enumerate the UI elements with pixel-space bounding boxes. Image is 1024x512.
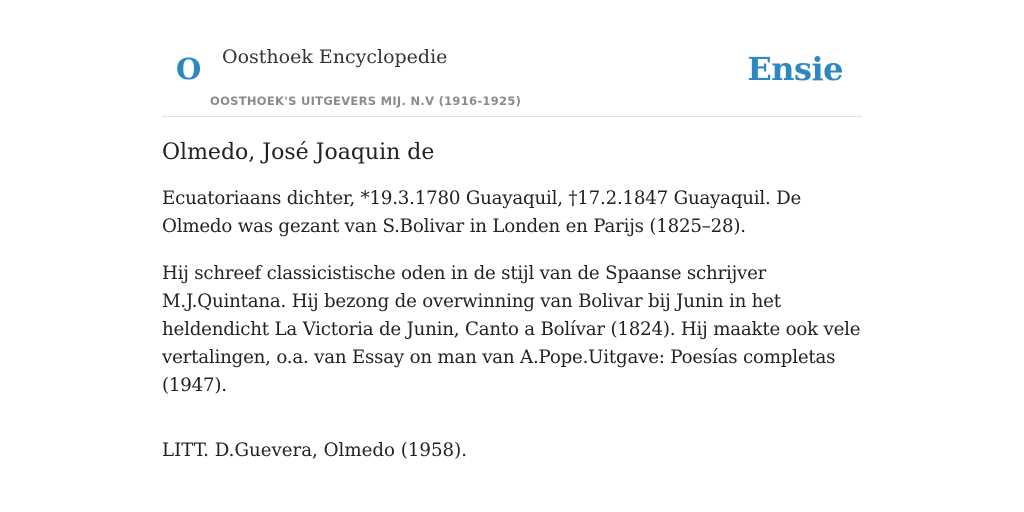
article-paragraph-1: Ecuatoriaans dichter, *19.3.1780 Guayaquil, †17.2.1847 Guayaquil. De Olmedo was gezant van S.Bolivar in Londen en Parijs (1825–28). bbox=[162, 188, 802, 237]
source-header bbox=[162, 38, 862, 117]
article-title: Olmedo, José Joaquin de bbox=[162, 140, 435, 165]
ensie-logo[interactable]: Ensie bbox=[747, 50, 843, 88]
publisher-label: OOSTHOEK'S UITGEVERS MIJ. N.V (1916-1925) bbox=[210, 94, 522, 108]
literature-reference: LITT. D.Guevera, Olmedo (1958). bbox=[162, 440, 467, 461]
article-paragraph-2: Hij schreef classicistische oden in de stijl van de Spaanse schrijver M.J.Quintana. Hij bezong de overwinning van Bolivar bij Junin in het heldendicht La Victoria de Junin, Canto a Bolívar (1824). Hij maakte ook vele vertalingen, o.a. van Essay on man van A.Pope.Uitgave: Poesías completas (1947). bbox=[162, 263, 861, 396]
index-letter[interactable]: O bbox=[176, 52, 202, 86]
article-content bbox=[162, 140, 867, 465]
source-title-link[interactable]: Oosthoek Encyclopedie bbox=[222, 46, 448, 68]
